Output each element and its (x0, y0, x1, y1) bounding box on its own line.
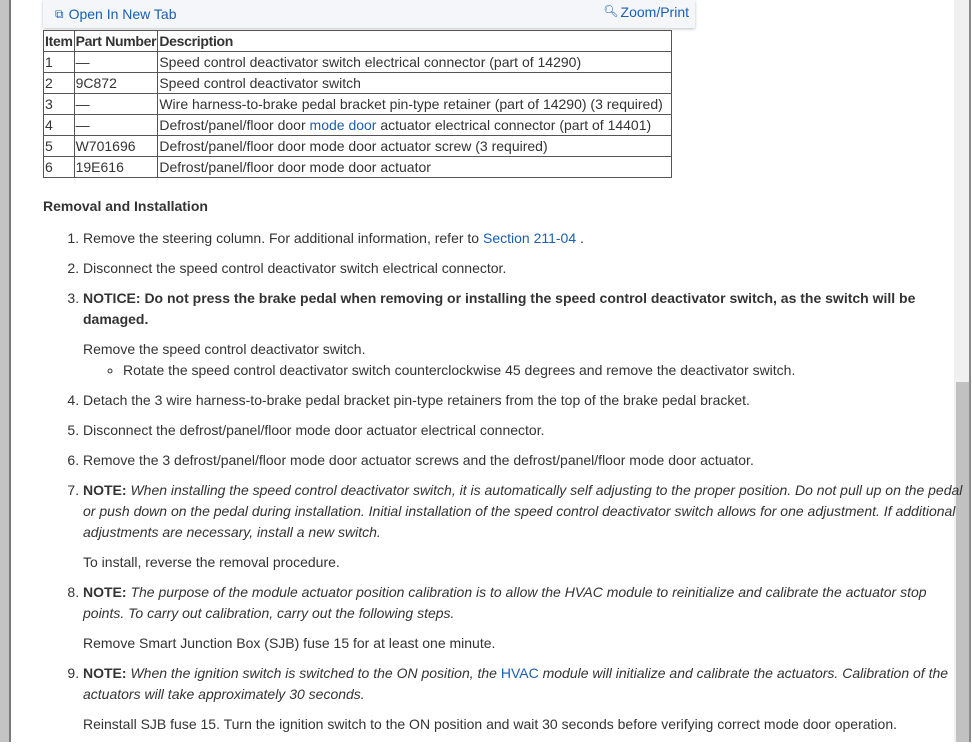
step-text: Remove Smart Junction Box (SJB) fuse 15 for at least one minute. (83, 635, 496, 651)
note-text: When installing the speed control deactivator switch, it is automatically self adjusting to the proper position. Do not pull up on the pedal or push down on the pedal during installation. Initial installation of the speed control deactivator switch allows for one adjustment. If additional adjustments are necessary, install a new switch. (83, 482, 963, 540)
window-border (969, 0, 971, 742)
cell: Speed control deactivator switch electrical connector (part of 14290) (158, 52, 672, 73)
cell: 9C872 (74, 73, 158, 94)
step-text: Reinstall SJB fuse 15. Turn the ignition switch to the ON position and wait 30 seconds before verifying correct mode door operation. (83, 716, 897, 732)
note-label: NOTE: (83, 584, 127, 600)
zoom-print-label: Zoom/Print (620, 4, 689, 20)
cell: Defrost/panel/floor door mode door actuator screw (3 required) (158, 136, 672, 157)
new-tab-icon: ⧉ (55, 6, 64, 21)
open-new-tab-link[interactable] (55, 6, 177, 22)
step-1 (83, 228, 963, 249)
step-text: To install, reverse the removal procedure. (83, 554, 340, 570)
step-7 (83, 480, 963, 573)
cell: W701696 (74, 136, 158, 157)
cell: Speed control deactivator switch (158, 73, 672, 94)
cell: — (74, 115, 158, 136)
cell: 19E616 (74, 157, 158, 178)
step-4: 4. Detach the 3 wire harness-to-brake pedal bracket pin-type retainers from the top of the brake pedal bracket. (83, 390, 963, 411)
text: actuator electrical connector (part of 14401) (376, 117, 652, 133)
step-5: 5. Disconnect the defrost/panel/floor mode door actuator electrical connector. (83, 420, 963, 441)
zoom-in-icon: 🔍︎ (603, 4, 619, 18)
table-row (44, 94, 672, 115)
mode-door-link[interactable]: mode door (309, 117, 377, 133)
table-row (44, 136, 672, 157)
step-text: . (576, 230, 584, 246)
step-text: Remove the steering column. For additional information, refer to (83, 230, 483, 246)
table-row (44, 115, 672, 136)
section-heading: Removal and Installation (43, 198, 208, 214)
cell: 4 (44, 115, 75, 136)
cell: 2 (44, 73, 75, 94)
table-row (44, 73, 672, 94)
left-panel-edge (0, 0, 11, 742)
cell: — (74, 94, 158, 115)
step-2: 2. Disconnect the speed control deactivator switch electrical connector. (83, 258, 963, 279)
step-text: Remove the speed control deactivator switch. (83, 341, 366, 357)
cell: 6 (44, 157, 75, 178)
step-9 (83, 663, 963, 735)
open-new-tab-label: Open In New Tab (68, 6, 177, 22)
text: Defrost/panel/floor door (159, 117, 310, 133)
section-211-04-link[interactable]: Section 211-04 (482, 230, 577, 246)
note-text: The purpose of the module actuator position calibration is to allow the HVAC module to reinitialize and calibrate the actuator stop points. To carry out calibration, carry out the following steps. (83, 584, 927, 621)
step-3 (83, 288, 963, 381)
cell: Wire harness-to-brake pedal bracket pin-type retainer (part of 14290) (3 required) (158, 94, 672, 115)
cell (158, 115, 672, 136)
note-text: When the ignition switch is switched to the ON position, the (126, 665, 501, 681)
table-header-row (44, 31, 672, 52)
header-description: Description (158, 31, 672, 52)
table-row (44, 52, 672, 73)
note-label: NOTE: (83, 665, 127, 681)
hvac-link[interactable]: HVAC (500, 665, 539, 681)
notice-text: NOTICE: Do not press the brake pedal when removing or installing the speed control deactivator switch, as the switch will be damaged. (83, 290, 916, 327)
note-text: module will initialize and calibrate the actuators. Calibration of the actuators will take approximately 30 seconds. (83, 665, 949, 702)
step-8 (83, 582, 963, 654)
step-6: 6. Remove the 3 defrost/panel/floor mode door actuator screws and the defrost/panel/floor mode door actuator. (83, 450, 963, 471)
cell: — (74, 52, 158, 73)
zoom-print-link[interactable] (603, 4, 689, 20)
table-row (44, 157, 672, 178)
cell: 1 (44, 52, 75, 73)
cell: 5 (44, 136, 75, 157)
procedure-steps (43, 228, 963, 744)
parts-table (43, 30, 672, 178)
cell: Defrost/panel/floor door mode door actuator (158, 157, 672, 178)
figure-toolbar (43, 0, 695, 28)
header-item: Item (44, 31, 75, 52)
header-part-number: Part Number (74, 31, 158, 52)
bullet-item: ◦ Rotate the speed control deactivator switch counterclockwise 45 degrees and remove the deactivator switch. (123, 360, 963, 381)
note-label: NOTE: (83, 482, 127, 498)
cell: 3 (44, 94, 75, 115)
